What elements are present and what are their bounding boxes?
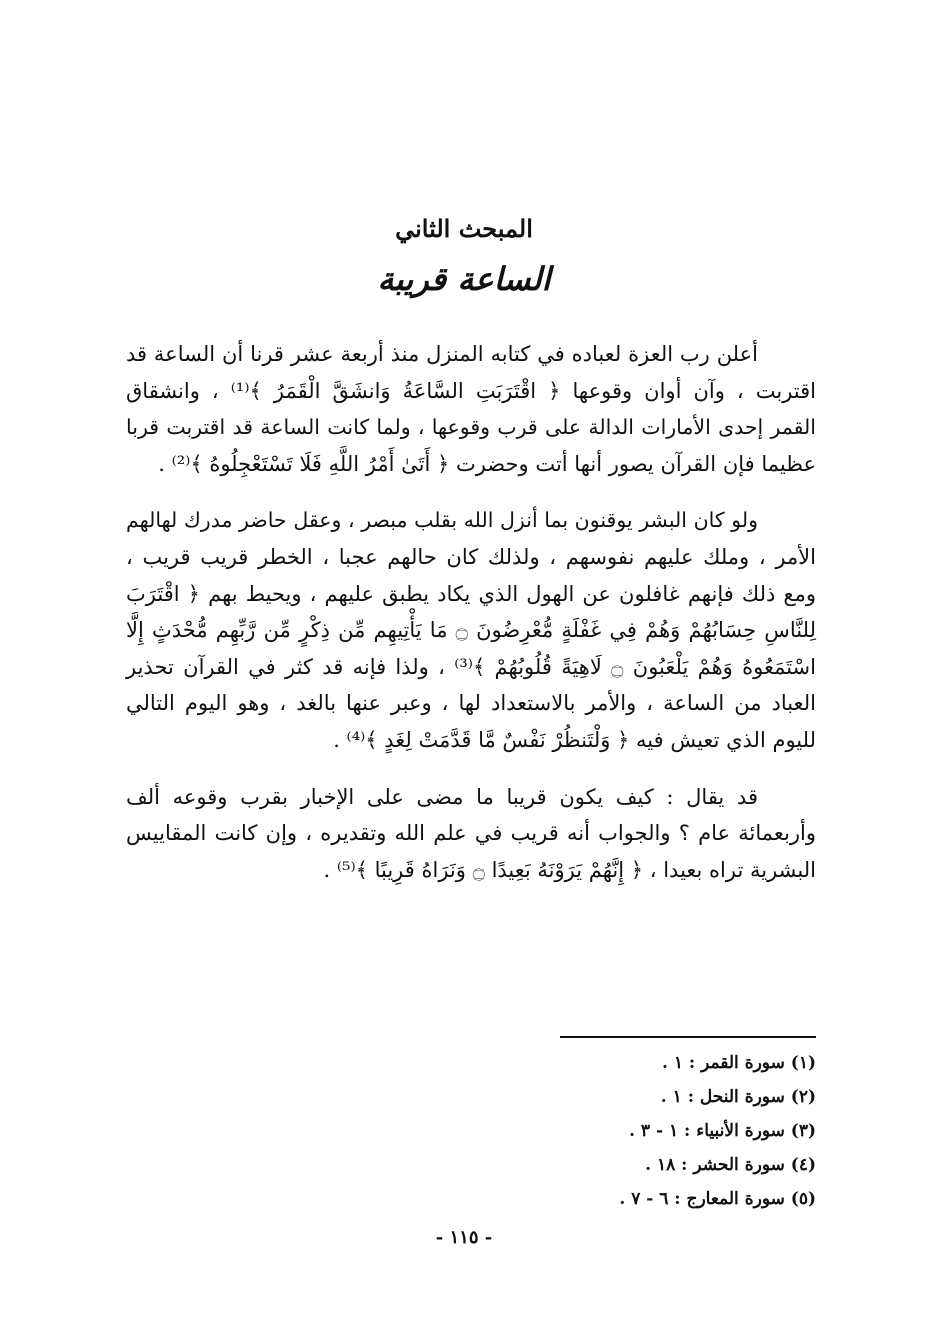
footnote-separator <box>560 1036 816 1038</box>
text-line: اقتربت ، وآن أوان وقوعها ﴿ اقْتَرَبَتِ السَّاعَةُ وَانشَقَّ الْقَمَرُ ﴾⁽¹⁾ ، وانشقاق <box>126 378 817 403</box>
text-line: عظيما فإن القرآن يصور أنها أتت وحضرت ﴿ أَتَىٰ أَمْرُ اللَّهِ فَلَا تَسْتَعْجِلُوهُ ﴾⁽²⁾ . <box>158 451 816 476</box>
paragraph-2 <box>126 502 816 758</box>
paragraph-3 <box>126 779 816 889</box>
text-line: العباد من الساعة ، والأمر بالاستعداد لها ، وعبر عنها بالغد ، وهو اليوم التالي <box>126 691 816 716</box>
footnotes <box>316 1046 816 1216</box>
text-line: وأربعمائة عام ؟ والجواب أنه قريب في علم الله وتقديره ، وإن كانت المقاييس <box>126 821 816 846</box>
footnote: (٥) سورة المعارج : ٦ - ٧ . <box>619 1189 816 1209</box>
footnote: (٤) سورة الحشر : ١٨ . <box>645 1155 816 1175</box>
text-line: لليوم الذي تعيش فيه ﴿ وَلْتَنظُرْ نَفْسٌ مَّا قَدَّمَتْ لِغَدٍ ﴾⁽⁴⁾ . <box>333 727 816 752</box>
text-line: أعلن رب العزة لعباده في كتابه المنزل منذ أربعة عشر قرنا أن الساعة قد <box>126 342 758 366</box>
text-line: اسْتَمَعُوهُ وَهُمْ يَلْعَبُونَ ۝ لَاهِيَةً قُلُوبُهُمْ ﴾⁽³⁾ ، ولذا فإنه قد كثر في القرآن تحذير <box>126 654 816 679</box>
text-line: لِلنَّاسِ حِسَابُهُمْ وَهُمْ فِي غَفْلَةٍ مُّعْرِضُونَ ۝ مَا يَأْتِيهِم مِّن ذِكْرٍ مِّن رَّبِّهِم مُّحْدَثٍ إِلَّا <box>126 618 816 643</box>
section-title: الساعة قريبة <box>377 260 551 298</box>
text-line: ولو كان البشر يوقنون بما أنزل الله بقلب مبصر ، وعقل حاضر مدرك لهالهم <box>126 508 758 533</box>
text-line: القمر إحدى الأمارات الدالة على قرب وقوعها ، ولما كانت الساعة قد اقتربت قربا <box>126 415 816 440</box>
section-label: المبحث الثاني <box>395 214 533 243</box>
footnote: (٢) سورة النحل : ١ . <box>660 1087 816 1107</box>
text-line: ومع ذلك فإنهم غافلون عن الهول الذي يكاد يطبق عليهم ، ويحيط بهم ﴿ اقْتَرَبَ <box>126 581 816 606</box>
footnote: (٣) سورة الأنبياء : ١ - ٣ . <box>629 1121 816 1141</box>
footnote: (١) سورة القمر : ١ . <box>661 1053 816 1073</box>
text-line: قد يقال : كيف يكون قريبا ما مضى على الإخبار بقرب وقوعه ألف <box>126 784 758 809</box>
body-text <box>126 336 816 908</box>
text-line: البشرية تراه بعيدا ، ﴿ إِنَّهُمْ يَرَوْنَهُ بَعِيدًا ۝ وَنَرَاهُ قَرِيبًا ﴾⁽⁵⁾ . <box>323 857 816 882</box>
page-number: - ١١٥ - <box>435 1227 493 1248</box>
paragraph-1 <box>126 336 816 482</box>
text-line: الأمر ، وملك عليهم نفوسهم ، ولذلك كان حالهم عجبا ، الخطر قريب قريب ، <box>126 544 816 569</box>
